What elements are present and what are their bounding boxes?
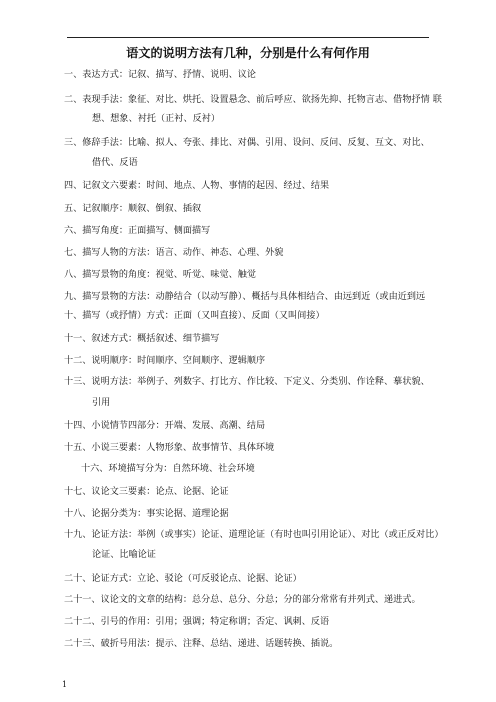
text-line: 五、记叙顺序：顺叙、倒叙、插叙 xyxy=(64,204,202,214)
text-line: 四、记叙文六要素：时间、地点、人物、事情的起因、经过、结果 xyxy=(64,181,330,191)
text-line: 二十一、议论文的文章的结构：总分总、总分、分总；分的部分常常有并列式、递进式。 xyxy=(64,595,421,605)
text-line: 十九、论证方法：举例（或事实）论证、道理论证（有时也叫引用论证）、对比（或正反对比） xyxy=(64,530,444,540)
text-line: 十一、叙述方式：概括叙述、细节描写 xyxy=(64,334,220,344)
document-title: 语文的说明方法有几种，分别是什么有何作用 xyxy=(126,46,370,60)
text-line: 八、描写景物的角度：视觉、听觉、味觉、触觉 xyxy=(64,270,257,280)
text-line: 十、描写（或抒情）方式：正面（又叫直接）、反面（又叫间接） xyxy=(64,311,325,321)
text-line: 二、表现手法：象征、对比、烘托、设置悬念、前后呼应、欲扬先抑、托物言志、借物抒情 联 xyxy=(64,95,442,105)
text-line: 七、描写人物的方法：语言、动作、神态、心理、外貌 xyxy=(64,248,284,258)
text-line: 十七、议论文三要素：论点、论据、论证 xyxy=(64,487,229,497)
page-number: 1 xyxy=(62,680,68,689)
text-line: 二十三、破折号用法：提示、注释、总结、递进、话题转换、插说。 xyxy=(64,639,339,649)
text-line: 三、修辞手法：比喻、拟人、夸张、排比、对偶、引用、设问、反问、反复、互文、对比、 xyxy=(64,138,430,148)
text-line: 十六、环境描写分为：自然环境、社会环境 xyxy=(81,464,255,474)
text-line: 十八、论据分类为：事实论据、道理论据 xyxy=(64,509,229,519)
text-line: 二十二、引号的作用：引用；强调；特定称谓；否定、讽刺、反语 xyxy=(64,617,330,627)
text-line: 论证、比喻论证 xyxy=(92,550,157,560)
text-line: 十二、说明顺序：时间顺序、空间顺序、逻辑顺序 xyxy=(64,356,266,366)
text-line: 引用 xyxy=(92,398,111,408)
text-line: 二十、论证方式：立论、驳论（可反驳论点、论据、论证） xyxy=(64,574,302,584)
text-line: 想、想象、衬托（正衬、反衬） xyxy=(92,114,221,124)
text-line: 一、表达方式：记叙、描写、抒情、说明、议论 xyxy=(64,70,257,80)
text-line: 十四、小说情节四部分：开端、发展、高潮、结局 xyxy=(64,421,266,431)
text-line: 九、描写景物的方法：动静结合（以动写静）、概括与具体相结合、由远到近（或由近到远 xyxy=(64,292,426,302)
text-line: 十三、说明方法：举例子、列数字、打比方、作比较、下定义、分类别、作诠释、摹状貌、 xyxy=(64,377,430,387)
text-line: 借代、反语 xyxy=(92,158,138,168)
text-line: 十五、小说三要素：人物形象、故事情节、具体环境 xyxy=(64,443,275,453)
text-line: 六、描写角度：正面描写、侧面描写 xyxy=(64,226,211,236)
